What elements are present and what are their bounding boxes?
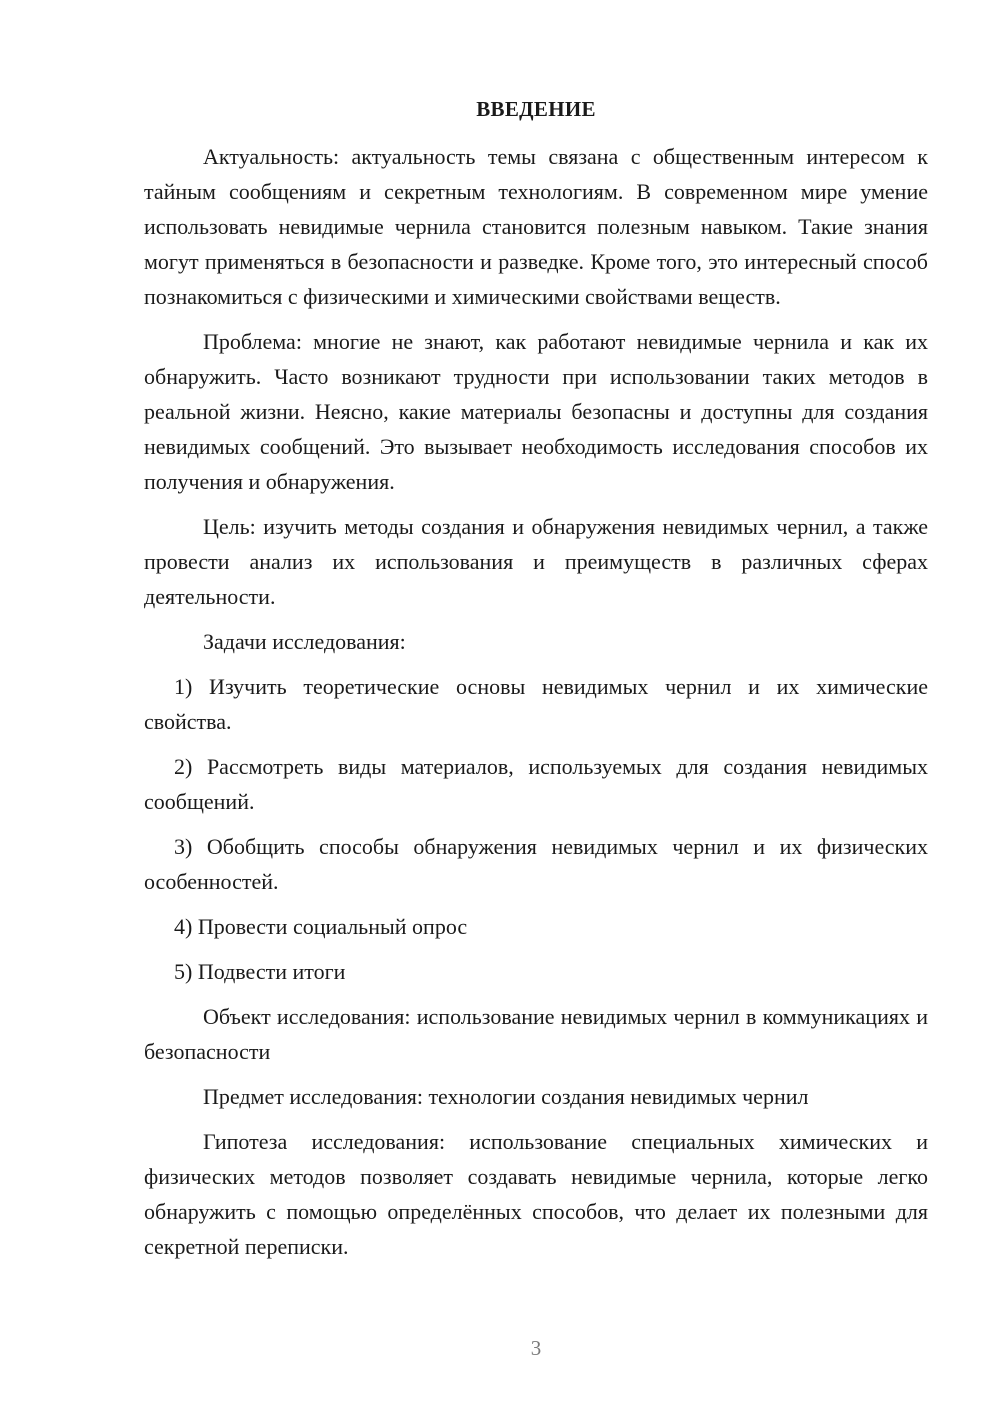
hypothesis-paragraph: Гипотеза исследования: использование специальных химических и физических методов позволяет создавать невидимые чернила, которые легко обнаружить с помощью определённых способов, что делает их полезными для секретной переписки. [144, 1129, 928, 1259]
task-item: 3) Обобщить способы обнаружения невидимых чернил и их физических особенностей. [144, 834, 928, 894]
task-item: 2) Рассмотреть виды материалов, используемых для создания невидимых сообщений. [144, 754, 928, 814]
problem-paragraph: Проблема: многие не знают, как работают невидимые чернила и как их обнаружить. Часто возникают трудности при использовании таких методов в реальной жизни. Неясно, какие материалы безопасны и доступны для создания невидимых сообщений. Это вызывает необходимость исследования способов их получения и обнаружения. [144, 329, 928, 494]
tasks-heading: Задачи исследования: [203, 629, 406, 654]
tasks-list [144, 669, 928, 989]
relevance-paragraph: Актуальность: актуальность темы связана с общественным интересом к тайным сообщениям и секретным технологиям. В современном мире умение использовать невидимые чернила становится полезным навыком. Такие знания могут применяться в безопасности и разведке. Кроме того, это интересный способ познакомиться с физическими и химическими свойствами веществ. [144, 144, 928, 309]
page-number: 3 [530, 1336, 542, 1360]
subject-paragraph: Предмет исследования: технологии создания невидимых чернил [203, 1084, 809, 1109]
task-item: 1) Изучить теоретические основы невидимых чернил и их химические свойства. [144, 674, 928, 734]
goal-paragraph: Цель: изучить методы создания и обнаружения невидимых чернил, а также провести анализ их использования и преимуществ в различных сферах деятельности. [144, 514, 928, 609]
task-item: 4) Провести социальный опрос [174, 914, 468, 939]
page-content [144, 92, 928, 1274]
task-item: 5) Подвести итоги [174, 959, 346, 984]
page-title: ВВЕДЕНИЕ [476, 97, 596, 121]
object-paragraph: Объект исследования: использование невидимых чернил в коммуникациях и безопасности [144, 1004, 928, 1064]
